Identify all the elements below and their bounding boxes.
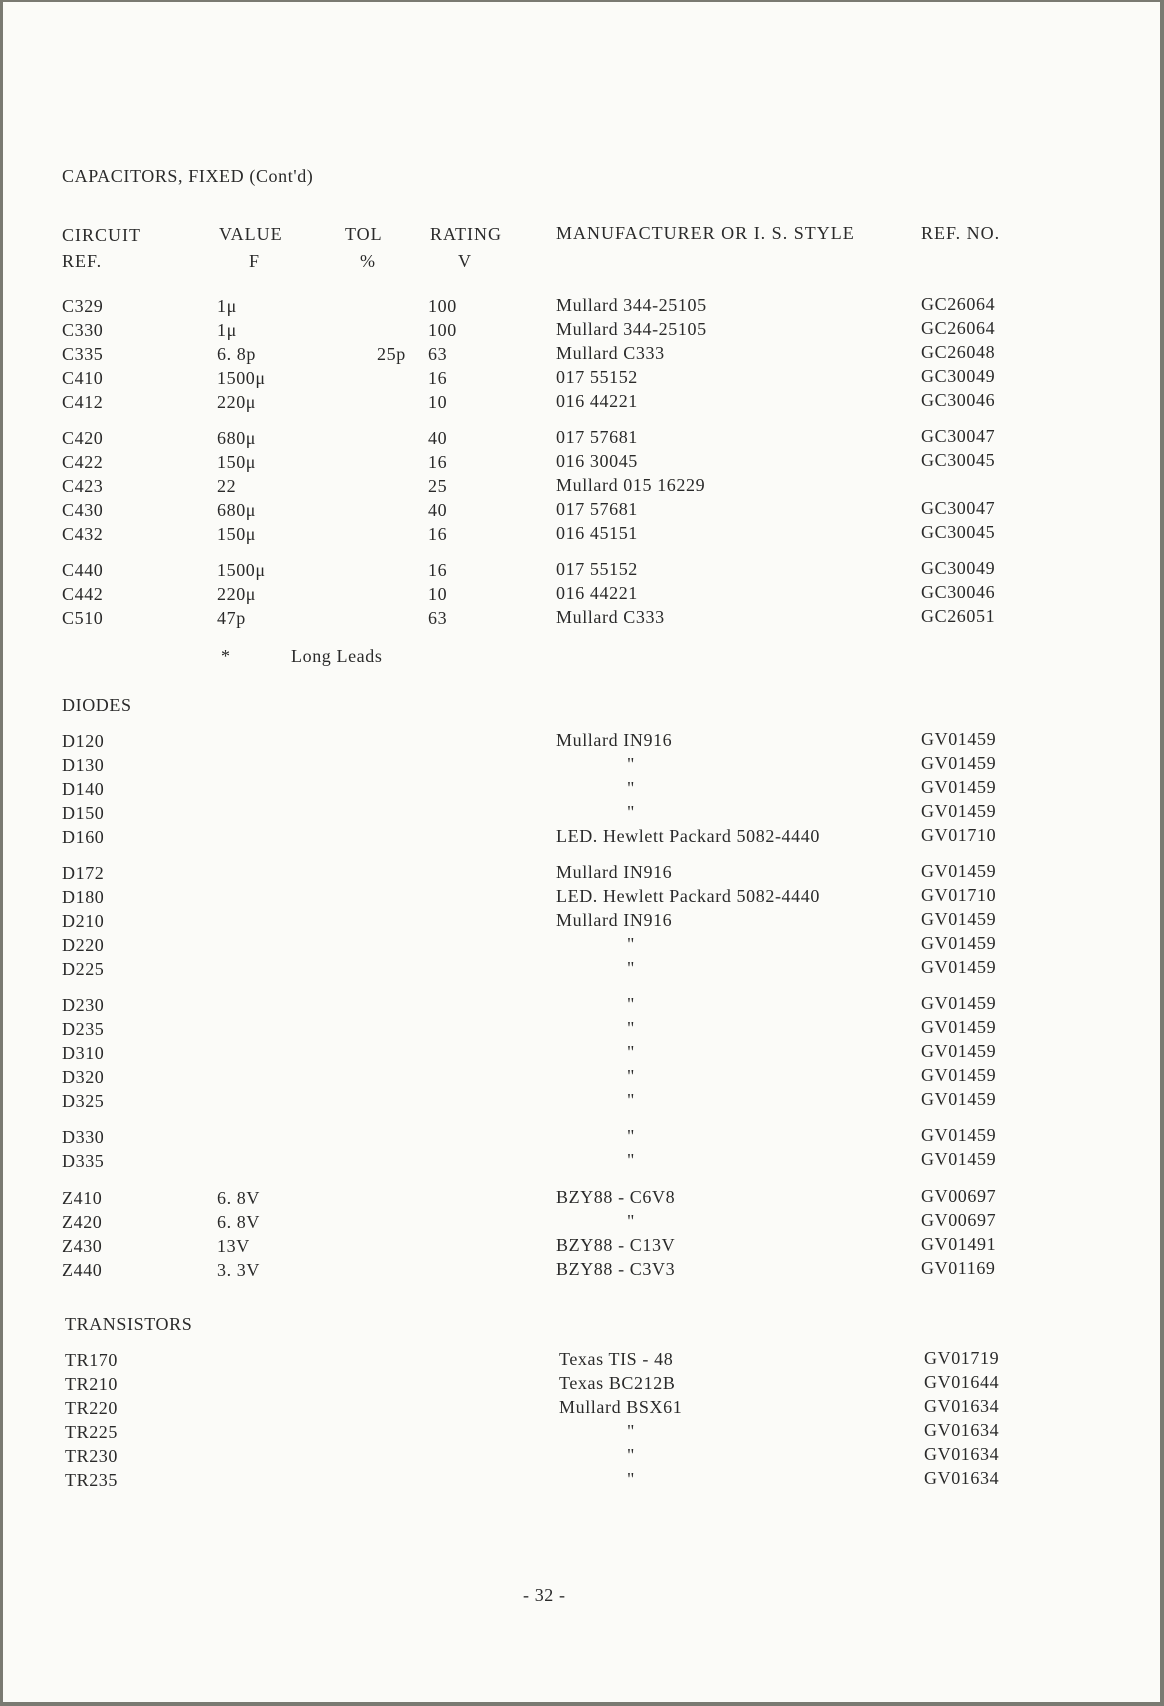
manufacturer-cell: " <box>627 754 635 774</box>
value-cell: 680μ <box>217 428 257 448</box>
circuit-ref-cell: D320 <box>62 1067 105 1087</box>
value-cell: 6. 8p <box>217 344 256 364</box>
circuit-ref-cell: TR235 <box>65 1470 119 1490</box>
rating-cell: 100 <box>428 320 457 340</box>
value-cell: 1500μ <box>217 368 266 388</box>
header-rating-unit: V <box>458 251 472 271</box>
value-cell: 22 <box>217 476 237 496</box>
footnote-mark: * <box>221 646 231 666</box>
circuit-ref-cell: C410 <box>62 368 104 388</box>
ref-no-cell: GV01459 <box>921 1089 997 1109</box>
ref-no-cell: GC30046 <box>921 582 996 602</box>
ref-no-cell: GC30046 <box>921 390 996 410</box>
ref-no-cell: GV01634 <box>924 1396 1000 1416</box>
circuit-ref-cell: Z410 <box>62 1188 103 1208</box>
page-number: - 32 - <box>523 1585 566 1605</box>
ref-no-cell: GV01459 <box>921 729 997 749</box>
manufacturer-cell: " <box>627 1042 635 1062</box>
manufacturer-cell: BZY88 - C6V8 <box>556 1187 676 1207</box>
manufacturer-cell: " <box>627 1090 635 1110</box>
rating-cell: 16 <box>428 524 448 544</box>
manufacturer-cell: " <box>627 802 635 822</box>
circuit-ref-cell: Z430 <box>62 1236 103 1256</box>
value-cell: 6. 8V <box>217 1212 260 1232</box>
manufacturer-cell: 017 55152 <box>556 367 638 387</box>
ref-no-cell: GV00697 <box>921 1186 997 1206</box>
ref-no-cell: GV01710 <box>921 885 997 905</box>
rating-cell: 63 <box>428 344 448 364</box>
circuit-ref-cell: D160 <box>62 827 105 847</box>
header-circuit: CIRCUIT <box>62 225 141 245</box>
circuit-ref-cell: D310 <box>62 1043 105 1063</box>
document-page <box>3 2 1160 1702</box>
value-cell: 220μ <box>217 392 257 412</box>
ref-no-cell: GV01459 <box>921 753 997 773</box>
ref-no-cell: GV01634 <box>924 1444 1000 1464</box>
circuit-ref-cell: C330 <box>62 320 104 340</box>
value-cell: 220μ <box>217 584 257 604</box>
header-value-unit: F <box>249 251 260 271</box>
ref-no-cell: GV01459 <box>921 933 997 953</box>
ref-no-cell: GC26051 <box>921 606 996 626</box>
circuit-ref-cell: D130 <box>62 755 105 775</box>
rating-cell: 100 <box>428 296 457 316</box>
ref-no-cell: GC30049 <box>921 558 996 578</box>
ref-no-cell: GV01459 <box>921 777 997 797</box>
circuit-ref-cell: C440 <box>62 560 104 580</box>
circuit-ref-cell: C510 <box>62 608 104 628</box>
circuit-ref-cell: D172 <box>62 863 105 883</box>
manufacturer-cell: Mullard C333 <box>556 343 665 363</box>
circuit-ref-cell: C412 <box>62 392 104 412</box>
circuit-ref-cell: TR170 <box>65 1350 119 1370</box>
rating-cell: 10 <box>428 392 448 412</box>
circuit-ref-cell: C430 <box>62 500 104 520</box>
circuit-ref-cell: Z420 <box>62 1212 103 1232</box>
manufacturer-cell: BZY88 - C3V3 <box>556 1259 676 1279</box>
value-cell: 150μ <box>217 452 257 472</box>
manufacturer-cell: " <box>627 778 635 798</box>
manufacturer-cell: Mullard BSX61 <box>559 1397 683 1417</box>
ref-no-cell: GV01459 <box>921 1149 997 1169</box>
circuit-ref-cell: C423 <box>62 476 104 496</box>
manufacturer-cell: 016 45151 <box>556 523 638 543</box>
manufacturer-cell: Mullard IN916 <box>556 862 673 882</box>
value-cell: 47p <box>217 608 246 628</box>
value-cell: 13V <box>217 1236 250 1256</box>
circuit-ref-cell: D140 <box>62 779 105 799</box>
manufacturer-cell: Mullard 015 16229 <box>556 475 706 495</box>
ref-no-cell: GC26064 <box>921 294 996 314</box>
manufacturer-cell: Mullard IN916 <box>556 730 673 750</box>
rating-cell: 40 <box>428 428 448 448</box>
manufacturer-cell: " <box>627 1421 635 1441</box>
manufacturer-cell: Mullard 344-25105 <box>556 319 707 339</box>
section-title-diodes: DIODES <box>62 695 132 715</box>
ref-no-cell: GV01459 <box>921 861 997 881</box>
circuit-ref-cell: D220 <box>62 935 105 955</box>
circuit-ref-cell: TR220 <box>65 1398 119 1418</box>
circuit-ref-cell: D325 <box>62 1091 105 1111</box>
manufacturer-cell: " <box>627 1211 635 1231</box>
ref-no-cell: GC26064 <box>921 318 996 338</box>
manufacturer-cell: Texas TIS - 48 <box>559 1349 674 1369</box>
manufacturer-cell: BZY88 - C13V <box>556 1235 676 1255</box>
rating-cell: 63 <box>428 608 448 628</box>
section-title-transistors: TRANSISTORS <box>65 1314 193 1334</box>
header-ref: REF. <box>62 251 103 271</box>
circuit-ref-cell: D335 <box>62 1151 105 1171</box>
ref-no-cell: GV01634 <box>924 1420 1000 1440</box>
manufacturer-cell: " <box>627 1066 635 1086</box>
manufacturer-cell: " <box>627 994 635 1014</box>
ref-no-cell: GV01169 <box>921 1258 996 1278</box>
circuit-ref-cell: D180 <box>62 887 105 907</box>
manufacturer-cell: " <box>627 958 635 978</box>
manufacturer-cell: " <box>627 1126 635 1146</box>
ref-no-cell: GV01710 <box>921 825 997 845</box>
section-title-capacitors: CAPACITORS, FIXED (Cont'd) <box>62 166 314 186</box>
ref-no-cell: GC30045 <box>921 450 996 470</box>
header-manufacturer: MANUFACTURER OR I. S. STYLE <box>556 223 855 243</box>
value-cell: 680μ <box>217 500 257 520</box>
value-cell: 3. 3V <box>217 1260 260 1280</box>
value-cell: 150μ <box>217 524 257 544</box>
ref-no-cell: GV01459 <box>921 1065 997 1085</box>
manufacturer-cell: Mullard C333 <box>556 607 665 627</box>
ref-no-cell: GV01644 <box>924 1372 1000 1392</box>
manufacturer-cell: 017 55152 <box>556 559 638 579</box>
rating-cell: 10 <box>428 584 448 604</box>
value-cell: 1500μ <box>217 560 266 580</box>
manufacturer-cell: 017 57681 <box>556 427 638 447</box>
circuit-ref-cell: D230 <box>62 995 105 1015</box>
ref-no-cell: GV01634 <box>924 1468 1000 1488</box>
circuit-ref-cell: TR230 <box>65 1446 119 1466</box>
circuit-ref-cell: D120 <box>62 731 105 751</box>
manufacturer-cell: " <box>627 1018 635 1038</box>
manufacturer-cell: Mullard 344-25105 <box>556 295 707 315</box>
ref-no-cell: GV01459 <box>921 1125 997 1145</box>
header-ref-no: REF. NO. <box>921 223 1001 243</box>
rating-cell: 16 <box>428 560 448 580</box>
ref-no-cell: GV01491 <box>921 1234 997 1254</box>
manufacturer-cell: " <box>627 1150 635 1170</box>
ref-no-cell: GC30047 <box>921 498 996 518</box>
manufacturer-cell: 016 30045 <box>556 451 638 471</box>
header-value: VALUE <box>219 224 283 244</box>
circuit-ref-cell: TR210 <box>65 1374 119 1394</box>
manufacturer-cell: Mullard IN916 <box>556 910 673 930</box>
ref-no-cell: GV01459 <box>921 909 997 929</box>
manufacturer-cell: 016 44221 <box>556 391 638 411</box>
circuit-ref-cell: C420 <box>62 428 104 448</box>
ref-no-cell: GV01459 <box>921 801 997 821</box>
circuit-ref-cell: C442 <box>62 584 104 604</box>
manufacturer-cell: " <box>627 1445 635 1465</box>
manufacturer-cell: LED. Hewlett Packard 5082-4440 <box>556 826 820 846</box>
ref-no-cell: GV01719 <box>924 1348 1000 1368</box>
header-rating: RATING <box>430 224 502 244</box>
ref-no-cell: GV01459 <box>921 993 997 1013</box>
circuit-ref-cell: D225 <box>62 959 105 979</box>
circuit-ref-cell: D235 <box>62 1019 105 1039</box>
circuit-ref-cell: D150 <box>62 803 105 823</box>
rating-cell: 16 <box>428 368 448 388</box>
circuit-ref-cell: TR225 <box>65 1422 119 1442</box>
circuit-ref-cell: C422 <box>62 452 104 472</box>
manufacturer-cell: LED. Hewlett Packard 5082-4440 <box>556 886 820 906</box>
ref-no-cell: GV01459 <box>921 1041 997 1061</box>
value-cell: 1μ <box>217 296 237 316</box>
circuit-ref-cell: D210 <box>62 911 105 931</box>
rating-cell: 40 <box>428 500 448 520</box>
ref-no-cell: GV00697 <box>921 1210 997 1230</box>
footnote-text: Long Leads <box>291 646 383 666</box>
tol-cell: 25p <box>377 344 406 364</box>
circuit-ref-cell: Z440 <box>62 1260 103 1280</box>
header-tol: TOL <box>345 224 383 244</box>
circuit-ref-cell: C335 <box>62 344 104 364</box>
ref-no-cell: GV01459 <box>921 1017 997 1037</box>
rating-cell: 25 <box>428 476 448 496</box>
manufacturer-cell: " <box>627 1469 635 1489</box>
header-tol-unit: % <box>360 251 376 271</box>
rating-cell: 16 <box>428 452 448 472</box>
manufacturer-cell: Texas BC212B <box>559 1373 676 1393</box>
ref-no-cell: GC26048 <box>921 342 996 362</box>
value-cell: 1μ <box>217 320 237 340</box>
circuit-ref-cell: C329 <box>62 296 104 316</box>
manufacturer-cell: " <box>627 934 635 954</box>
manufacturer-cell: 017 57681 <box>556 499 638 519</box>
value-cell: 6. 8V <box>217 1188 260 1208</box>
ref-no-cell: GV01459 <box>921 957 997 977</box>
manufacturer-cell: 016 44221 <box>556 583 638 603</box>
circuit-ref-cell: D330 <box>62 1127 105 1147</box>
circuit-ref-cell: C432 <box>62 524 104 544</box>
ref-no-cell: GC30047 <box>921 426 996 446</box>
ref-no-cell: GC30049 <box>921 366 996 386</box>
ref-no-cell: GC30045 <box>921 522 996 542</box>
